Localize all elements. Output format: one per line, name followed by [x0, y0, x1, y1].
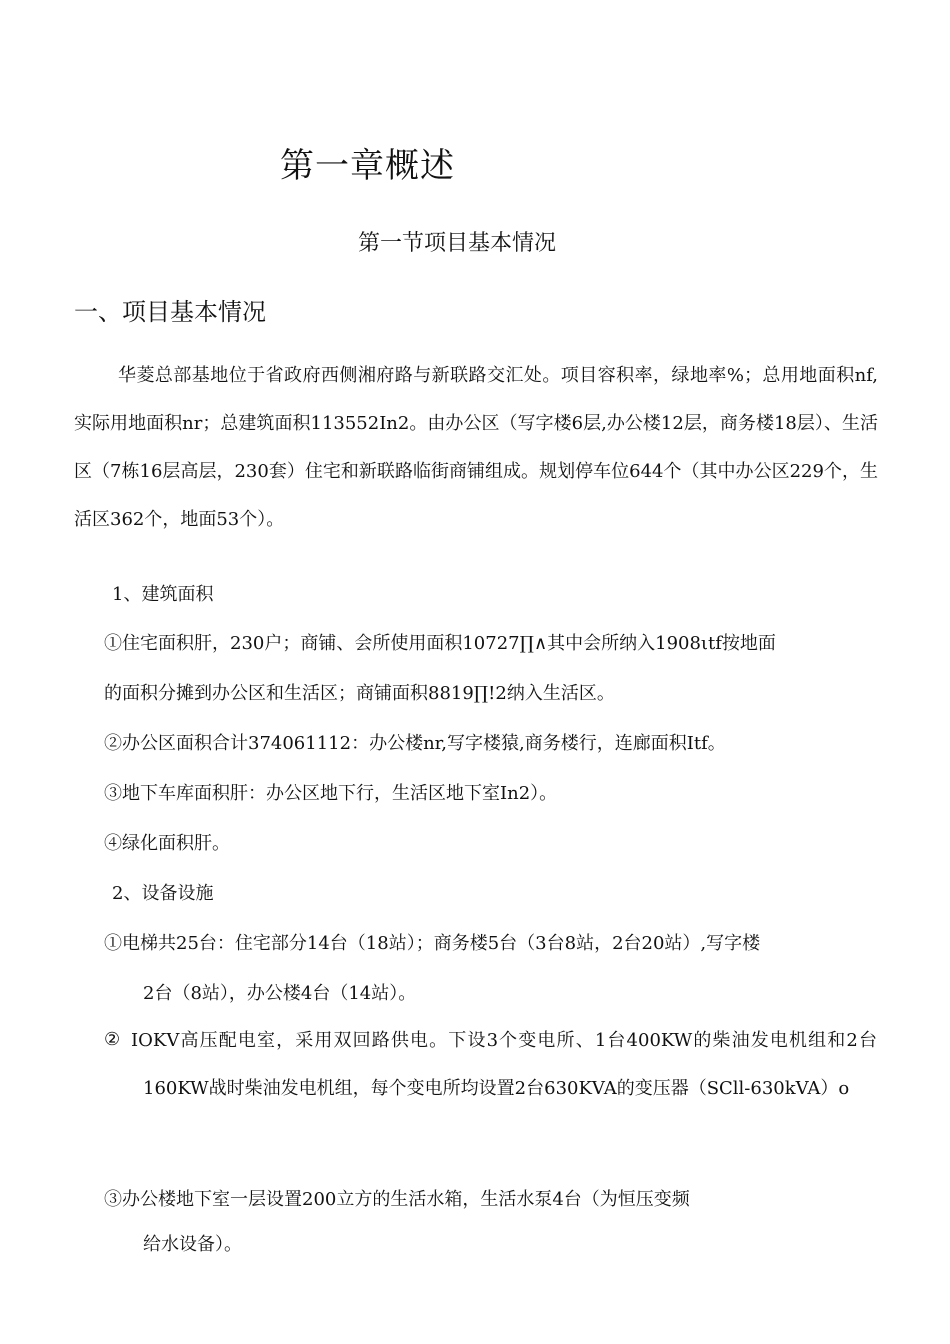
intro-paragraph: 华菱总部基地位于省政府西侧湘府路与新联路交汇处。项目容积率，绿地率%；总用地面积nf,实际用地面积nr；总建筑面积113552In2。由办公区（写字楼6层,办公楼12层，商务楼18层）、生活区（7栋16层高层，230套）住宅和新联路临街商铺组成。规划停车位644个（其中办公区229个，生活区362个，地面53个）。 — [74, 365, 878, 530]
area-item-3: ③地下车库面积肝：办公区地下行，生活区地下室In2）。 — [104, 783, 558, 804]
equipment-item-3-line-1: ③办公楼地下室一层设置200立方的生活水箱，生活水泵4台（为恒压变频 — [104, 1189, 690, 1210]
equipment-item-1-line-1: ①电梯共25台：住宅部分14台（18站）；商务楼5台（3台8站，2台20站）,写字楼 — [104, 933, 761, 954]
subheading-equipment: 2、设备设施 — [112, 883, 214, 904]
chapter-title: 第一章概述 — [280, 146, 455, 186]
subheading-building-area: 1、建筑面积 — [112, 584, 214, 605]
equipment-item-2-marker: ② — [104, 1029, 121, 1050]
section-title: 第一节项目基本情况 — [358, 231, 557, 256]
area-item-4: ④绿化面积肝。 — [104, 833, 230, 854]
equipment-item-3-line-2: 给水设备）。 — [143, 1234, 242, 1255]
area-item-2: ②办公区面积合计374061112：办公楼nr,写字楼猿,商务楼行，连廊面积Itf。 — [104, 733, 726, 754]
area-item-1-line-1: ①住宅面积肝，230户；商铺、会所使用面积10727∏∧其中会所纳入1908ιtf按地面 — [104, 633, 776, 654]
equipment-item-2-text: IOKV高压配电室，采用双回路供电。下设3个变电所、1台400KW的柴油发电机组和2台160KW战时柴油发电机组，每个变电所均设置2台630KVA的变压器（SCll-630kVA）o — [131, 1030, 877, 1099]
equipment-item-1-line-2: 2台（8站），办公楼4台（14站）。 — [143, 983, 417, 1004]
equipment-item-2-body — [131, 1017, 877, 1113]
heading-project-overview: 一、项目基本情况 — [74, 298, 266, 326]
area-item-1-line-2: 的面积分摊到办公区和生活区；商铺面积8819∏!2纳入生活区。 — [104, 683, 615, 704]
